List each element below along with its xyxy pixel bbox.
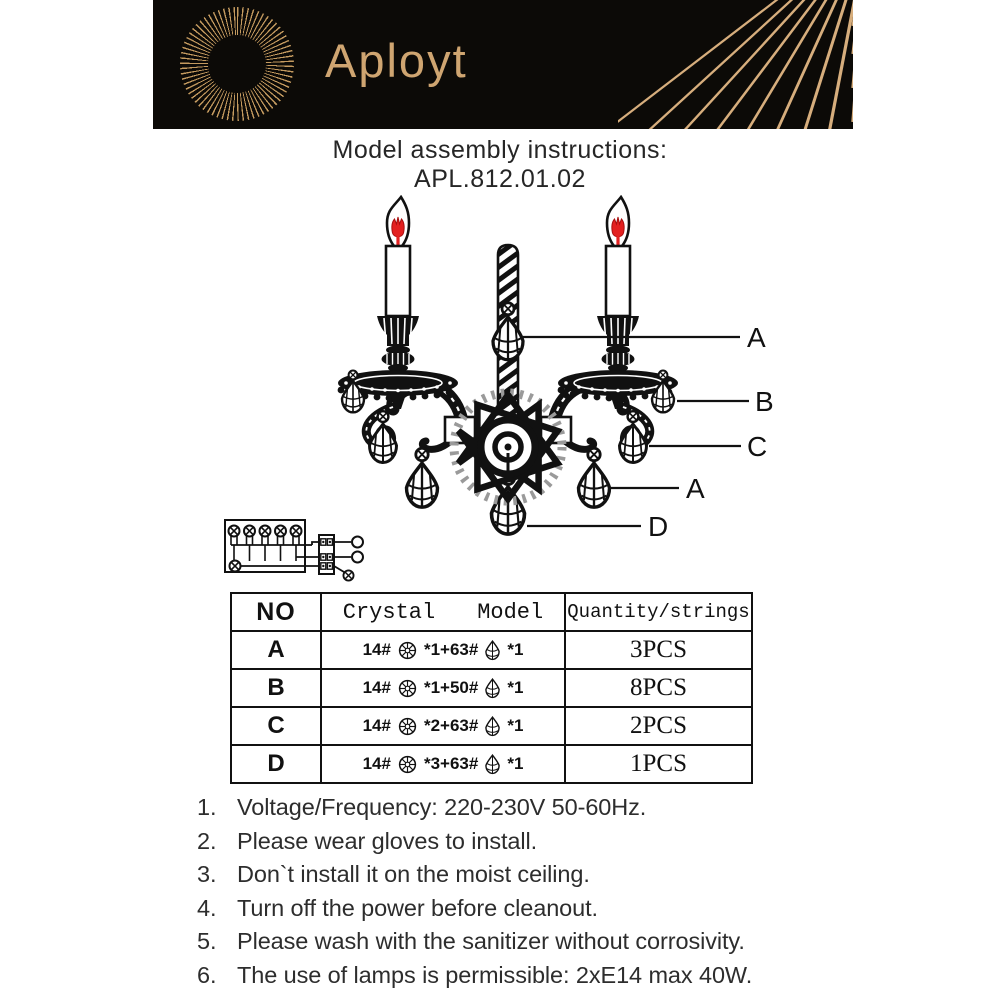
instruction-item: 4. Turn off the power before cleanout. [197,894,598,921]
row-c-crystal-spec: 14# *2+63# *1 [362,716,524,735]
octagon-bead-icon [398,717,417,736]
row-b-quantity: 8PCS [565,669,752,707]
header-crystal-model [322,600,564,625]
instruction-item: 1. Voltage/Frequency: 220-230V 50-60Hz. [197,794,647,820]
octagon-bead-icon [398,641,417,660]
brand-name: Aployt [325,34,468,87]
callout-label-a2: A [686,473,705,504]
fan-rays-icon [618,0,853,129]
octagon-bead-icon [398,755,417,774]
callout-label-c: C [747,431,768,462]
header-no: NO [231,593,321,631]
sunburst-logo-icon [180,7,294,121]
row-d-letter: D [231,745,321,783]
model-number: APL.812.01.02 [414,165,586,193]
table-header-row [231,593,752,631]
header-crystal: Crystal [342,599,436,625]
row-b-crystal-spec: 14# *1+50# *1 [362,678,524,697]
row-a-letter: A [231,631,321,669]
table-row-d [231,745,752,783]
crystal-parts-table [230,592,753,784]
teardrop-crystal-icon [485,716,500,737]
instruction-item: 5. Please wash with the sanitizer without corrosivity. [197,928,745,954]
instruction-item: 6. The use of lamps is permissible: 2xE14 max 40W. [197,961,753,988]
wiring-schematic [225,520,363,581]
table-row-b [231,669,752,707]
page-title: Model assembly instructions: [332,136,668,164]
row-d-crystal-spec: 14# *3+63# *1 [362,754,524,773]
table-row-a [231,631,752,669]
brand-banner [153,0,853,129]
callout-label-a1: A [747,322,766,353]
instruction-item: 3. Don`t install it on the moist ceiling. [197,861,590,887]
instructions-list [197,794,877,995]
right-inner-crystal-a [579,448,610,507]
header-quantity: Quantity/strings [565,593,752,631]
header-model: Model [477,599,544,625]
instruction-item: 2. Please wear gloves to install. [197,827,538,854]
row-b-letter: B [231,669,321,707]
octagon-bead-icon [398,679,417,698]
row-c-quantity: 2PCS [565,707,752,745]
sconce-assembly-drawing [200,195,780,595]
row-d-quantity: 1PCS [565,745,752,783]
teardrop-crystal-icon [485,754,500,775]
row-a-crystal-spec: 14# *1+63# *1 [362,640,524,659]
row-a-quantity: 3PCS [565,631,752,669]
left-inner-crystal-a [407,448,438,507]
callout-label-b: B [755,386,774,417]
teardrop-crystal-icon [485,640,500,661]
row-c-letter: C [231,707,321,745]
table-row-c [231,707,752,745]
callout-label-d: D [648,511,669,542]
teardrop-crystal-icon [485,678,500,699]
